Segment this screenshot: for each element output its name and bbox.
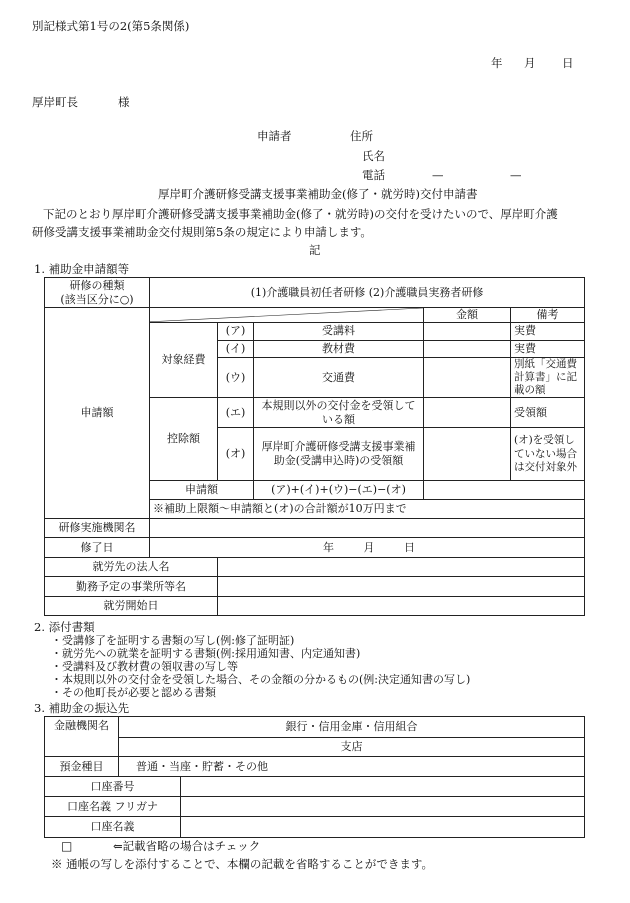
omit-checkbox[interactable]: □ [61, 839, 73, 853]
limit-note: ※補助上限額〜申請額と(オ)の合計額が10万円まで [150, 500, 585, 519]
name-label: 氏名 [362, 149, 385, 163]
institution-field[interactable] [150, 519, 585, 538]
formula: (ア)+(イ)+(ウ)−(エ)−(オ) [254, 481, 424, 500]
ki-label: 記 [309, 243, 321, 257]
body-text-line2: 研修受講支援事業補助金交付規則第5条の規定により申請します。 [32, 225, 372, 239]
row-remark: 実費 [511, 322, 585, 340]
list-item: ・本規則以外の交付金を受領した場合、その金額の分かるもの(例:決定通知書の写し) [51, 673, 471, 686]
column-remarks: 備考 [511, 308, 585, 323]
date-month: 月 [524, 56, 536, 70]
completion-date-field[interactable]: 年 月 日 [150, 538, 585, 558]
subsidy-table [44, 277, 585, 616]
bank-types[interactable]: 銀行・信用金庫・信用組合 [119, 717, 585, 738]
row-item: 交通費 [254, 357, 424, 397]
row-remark: 受領額 [511, 398, 585, 428]
row-item: 厚岸町介護研修受講支援事業補助金(受講申込時)の受領額 [254, 428, 424, 481]
row-item: 教材費 [254, 340, 424, 357]
attachment-list [51, 634, 470, 699]
amount-field-o[interactable] [424, 428, 511, 481]
branch-field[interactable]: 支店 [119, 738, 585, 757]
request-amount-field[interactable] [424, 481, 585, 500]
row-key: (オ) [218, 428, 254, 481]
date-day: 日 [562, 56, 574, 70]
checkbox-note: ⇐記載省略の場合はチェック [113, 839, 261, 853]
section2-heading: 2. 添付書類 [34, 620, 95, 634]
section1-heading: 1. 補助金申請額等 [34, 262, 130, 276]
row-key: (ウ) [218, 357, 254, 397]
amount-field-e[interactable] [424, 398, 511, 428]
row-item: 本規則以外の交付金を受領している額 [254, 398, 424, 428]
row-remark: (オ)を受領していない場合は交付対象外 [511, 428, 585, 481]
addressee: 厚岸町長 [32, 95, 78, 109]
deduction-label: 控除額 [150, 398, 218, 481]
row-remark: 実費 [511, 340, 585, 357]
sub-request-label: 申請額 [150, 481, 254, 500]
document-title: 厚岸町介護研修受講支援事業補助金(修了・就労時)交付申請書 [158, 187, 478, 201]
applicant-label: 申請者 [257, 129, 292, 143]
address-label: 住所 [350, 129, 373, 143]
diagonal-header-cell [150, 308, 424, 323]
workplace-field[interactable] [218, 577, 585, 597]
bank-table [44, 716, 585, 838]
section3-heading: 3. 補助金の振込先 [34, 701, 130, 715]
completion-date-label: 修了日 [45, 538, 150, 558]
deposit-types[interactable]: 普通・当座・貯蓄・その他 [119, 757, 585, 777]
workplace-label: 勤務予定の事業所等名 [45, 577, 218, 597]
work-start-field[interactable] [218, 597, 585, 616]
form-number: 別記様式第1号の2(第5条関係) [32, 19, 190, 33]
account-number-label: 口座番号 [45, 777, 181, 797]
list-item: ・受講修了を証明する書類の写し(例:修了証明証) [51, 634, 295, 647]
row-remark: 別紙「交通費計算書」に記載の額 [511, 357, 585, 397]
training-type-options[interactable]: (1)介護職員初任者研修 (2)介護職員実務者研修 [150, 278, 585, 308]
account-name-kana-label: 口座名義 フリガナ [45, 797, 181, 817]
deposit-type-label: 預金種目 [45, 757, 119, 777]
row-key: (エ) [218, 398, 254, 428]
training-type-label: 研修の種類 (該当区分に○) [45, 278, 150, 308]
employer-field[interactable] [218, 558, 585, 577]
bank-label: 金融機関名 [45, 717, 119, 757]
request-amount-label: 申請額 [45, 308, 150, 519]
employer-label: 就労先の法人名 [45, 558, 218, 577]
list-item: ・就労先への就業を証明する書類(例:採用通知書、内定通知書) [51, 647, 361, 660]
body-text-line1: 下記のとおり厚岸町介護研修受講支援事業補助金(修了・就労時)の交付を受けたいので、厚岸町介護 [43, 207, 558, 221]
list-item: ・その他町長が必要と認める書類 [51, 686, 216, 699]
amount-field-i[interactable] [424, 340, 511, 357]
list-item: ・受講料及び教材費の領収書の写し等 [51, 660, 238, 673]
work-start-label: 就労開始日 [45, 597, 218, 616]
account-name-kana-field[interactable] [181, 797, 585, 817]
phone-dash-2: — [510, 168, 522, 182]
column-amount: 金額 [424, 308, 511, 323]
addressee-honorific: 様 [118, 95, 130, 109]
date-year: 年 [491, 56, 503, 70]
row-item: 受講料 [254, 322, 424, 340]
institution-label: 研修実施機関名 [45, 519, 150, 538]
target-cost-label: 対象経費 [150, 322, 218, 397]
amount-field-a[interactable] [424, 322, 511, 340]
diagonal-line [150, 308, 423, 322]
account-number-field[interactable] [181, 777, 585, 797]
account-name-field[interactable] [181, 817, 585, 838]
phone-label: 電話 [362, 168, 385, 182]
row-key: (イ) [218, 340, 254, 357]
amount-field-u[interactable] [424, 357, 511, 397]
row-key: (ア) [218, 322, 254, 340]
footnote: ※ 通帳の写しを添付することで、本欄の記載を省略することができます。 [51, 857, 434, 871]
account-name-label: 口座名義 [45, 817, 181, 838]
phone-dash-1: — [432, 168, 444, 182]
